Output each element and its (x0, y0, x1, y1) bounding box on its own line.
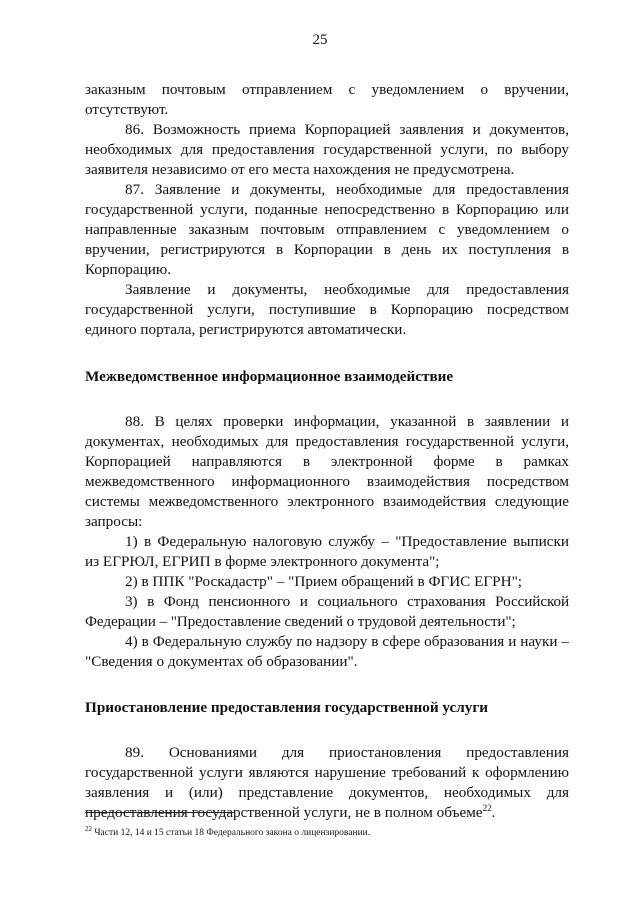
paragraph-89-text: 89. Основаниями для приостановления предоставления государственной услуги являются нарушение требований к оформлению заявления и (или) представление документов, необходимых для предоставления государственной услуги, не в полном объеме (85, 744, 569, 821)
section-heading-interagency: Межведомственное информационное взаимодействие (85, 368, 454, 385)
list-item-88-1: 1) в Федеральную налоговую службу – "Предоставление выписки из ЕГРЮЛ, ЕГРИП в форме электронного документа"; (85, 533, 569, 570)
footnote (85, 824, 569, 839)
document-body (85, 80, 569, 823)
paragraph-88: 88. В целях проверки информации, указанной в заявлении и документах, необходимых для предоставления государственной услуги, Корпорацией направляются в электронной форме в рамках межведомственного информационного взаимодействия посредством системы межведомственного электронного взаимодействия следующие запросы: (85, 413, 569, 530)
footnote-number: 22 (85, 824, 92, 833)
paragraph-87: 87. Заявление и документы, необходимые для предоставления государственной услуги, поданные непосредственно в Корпорацию или направленные заказным почтовым отправлением с уведомлением о вручении, регистрируются в Корпорации в день их поступления в Корпорацию. (85, 181, 569, 278)
paragraph-87-portal: Заявление и документы, необходимые для предоставления государственной услуги, поступившие в Корпорацию посредством единого портала, регистрируются автоматически. (85, 281, 569, 338)
list-item-88-3: 3) в Фонд пенсионного и социального страхования Российской Федерации – "Предоставление сведений о трудовой деятельности"; (85, 593, 569, 630)
footnote-divider (85, 812, 235, 813)
paragraph-continuation: заказным почтовым отправлением с уведомлением о вручении, отсутствуют. (85, 81, 569, 118)
footnote-reference: 22 (482, 802, 492, 813)
paragraph-86: 86. Возможность приема Корпорацией заявления и документов, необходимых для предоставления государственной услуги, по выбору заявителя независимо от его места нахождения не предусмотрена. (85, 121, 569, 178)
footnote-text: Части 12, 14 и 15 статьи 18 Федерального закона о лицензировании. (92, 828, 371, 838)
paragraph-89-end: . (491, 804, 496, 821)
list-item-88-2: 2) в ППК "Роскадастр" – "Прием обращений в ФГИС ЕГРН"; (125, 573, 523, 590)
section-heading-suspension: Приостановление предоставления государственной услуги (85, 699, 489, 716)
page-number: 25 (312, 32, 328, 48)
list-item-88-4: 4) в Федеральную службу по надзору в сфере образования и науки – "Сведения о документах об образовании". (85, 633, 569, 670)
paragraph-89 (85, 743, 569, 823)
